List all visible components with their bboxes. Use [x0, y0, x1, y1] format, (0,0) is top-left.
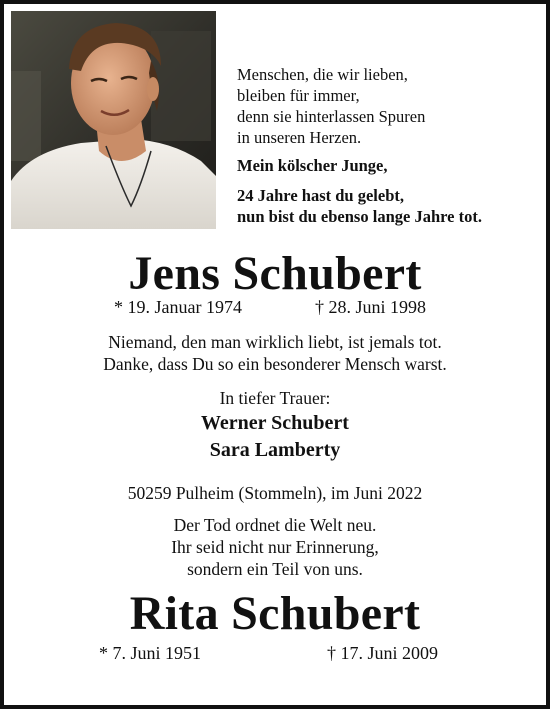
person2-died: † 17. Juni 2009 — [327, 643, 439, 663]
person2-name: Rita Schubert — [129, 587, 421, 640]
poem-bold-line: 24 Jahre hast du gelebt, — [237, 186, 404, 205]
quote1 — [4, 331, 546, 375]
mourning-names — [4, 410, 546, 464]
mourner-name: Sara Lamberty — [209, 439, 341, 461]
mourner-name: Werner Schubert — [201, 412, 349, 434]
poem-bold-line: nun bist du ebenso lange Jahre tot. — [237, 207, 482, 226]
quote2 — [4, 514, 546, 580]
poem-line: bleiben für immer, — [237, 86, 360, 105]
poem-bold-line: Mein kölscher Junge, — [237, 156, 388, 175]
poem — [237, 64, 537, 227]
quote1-line: Danke, dass Du so ein besonderer Mensch warst. — [103, 354, 447, 374]
portrait-image — [11, 11, 216, 229]
portrait-photo — [11, 11, 216, 229]
person1-name: Jens Schubert — [128, 247, 422, 300]
quote2-line: Der Tod ordnet die Welt neu. — [173, 515, 377, 535]
quote1-line: Niemand, den man wirklich liebt, ist jemals tot. — [108, 332, 442, 352]
quote2-line: sondern ein Teil von uns. — [187, 559, 363, 579]
mourning-intro: In tiefer Trauer: — [219, 388, 331, 408]
person2-born: * 7. Juni 1951 — [99, 643, 202, 663]
quote2-line: Ihr seid nicht nur Erinnerung, — [171, 537, 379, 557]
person1-born: * 19. Januar 1974 — [114, 297, 242, 317]
poem-line: in unseren Herzen. — [237, 128, 362, 147]
poem-line: denn sie hinterlassen Spuren — [237, 107, 426, 126]
poem-line: Menschen, die wir lieben, — [237, 65, 408, 84]
place-date: 50259 Pulheim (Stommeln), im Juni 2022 — [127, 483, 423, 503]
person1-died: † 28. Juni 1998 — [315, 297, 427, 317]
